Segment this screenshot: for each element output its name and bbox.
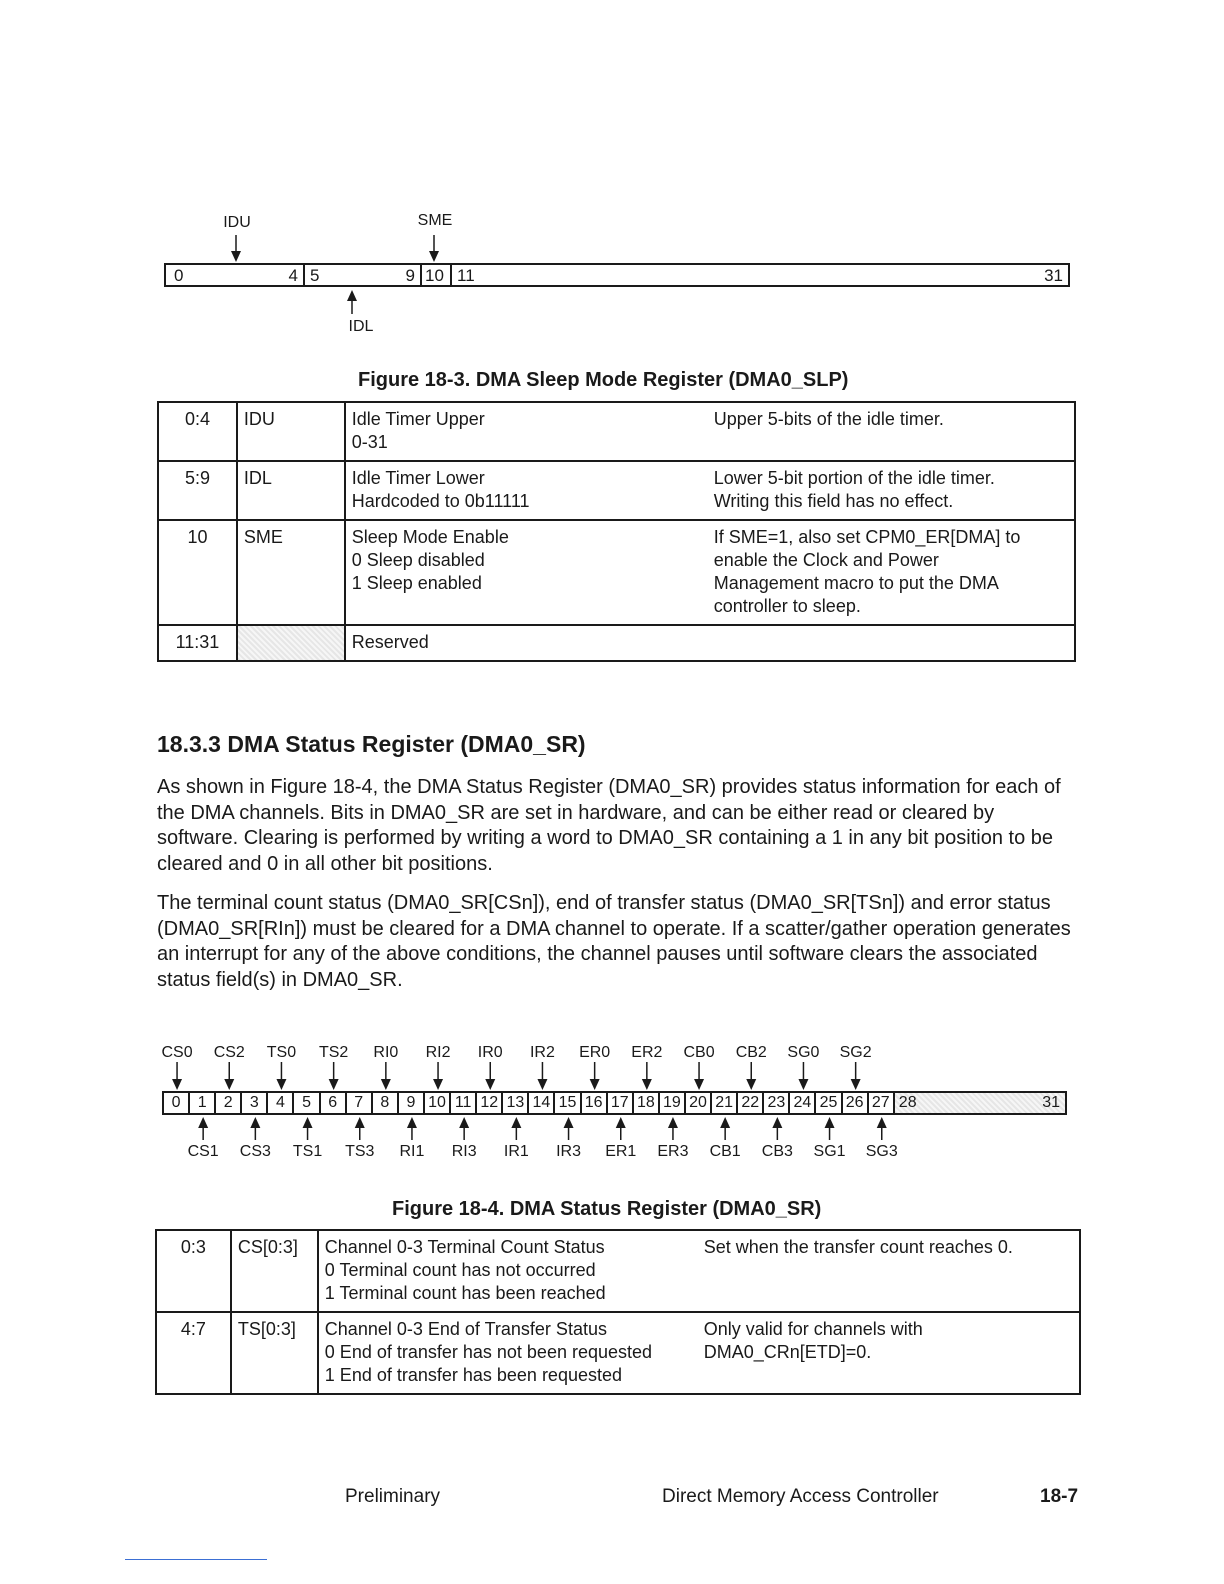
fig4-label-ts1: TS1	[292, 1143, 323, 1160]
fig4-bit-cell: 2	[216, 1093, 242, 1113]
arrow-up-icon	[772, 1117, 782, 1128]
fig4-label-cb3: CB3	[761, 1143, 793, 1160]
fig4-bit-cell: 14	[529, 1093, 555, 1113]
arrow-down-icon	[381, 1079, 391, 1090]
fig4-label-er3: ER3	[657, 1143, 689, 1160]
arrow-up-icon	[616, 1117, 626, 1128]
table-row: 0:3 CS[0:3] Channel 0-3 Terminal Count Status 0 Terminal count has not occurred 1 Terminal count has been reached Set when the transfer count reaches 0.	[156, 1230, 1080, 1312]
fig4-label-ir3: IR3	[556, 1143, 581, 1160]
fig4-label-sg1: SG1	[813, 1143, 846, 1160]
fig4-bit-cell: 21	[712, 1093, 738, 1113]
arrow-down-icon	[798, 1079, 808, 1090]
fig4-label-ts3: TS3	[345, 1143, 375, 1160]
arrow-up-icon	[720, 1117, 730, 1128]
table-row: 4:7 TS[0:3] Channel 0-3 End of Transfer Status 0 End of transfer has not been requested 1 End of transfer has been requested Only valid for channels with DMA0_CRn[ETD]=0.	[156, 1312, 1080, 1394]
table-row: 10 SME Sleep Mode Enable 0 Sleep disabled 1 Sleep enabled If SME=1, also set CPM0_ER[DMA] to enable the Clock and Power Management macro to put the DMA controller to sleep.	[158, 520, 1075, 625]
fig4-label-sg2: SG2	[839, 1044, 872, 1061]
arrow-up-icon	[355, 1117, 365, 1128]
fig4-bit-cell: 19	[660, 1093, 686, 1113]
footer-rule	[125, 1559, 267, 1560]
fig3-caption: Figure 18-3. DMA Sleep Mode Register (DMA0_SLP)	[358, 369, 849, 391]
table-row: 5:9 IDL Idle Timer Lower Hardcoded to 0b11111 Lower 5-bit portion of the idle timer. Writing this field has no effect.	[158, 461, 1075, 520]
fig4-bit-cell: 5	[295, 1093, 321, 1113]
fig4-bit-cell: 0	[164, 1093, 190, 1113]
fig4-bit-cell: 8	[373, 1093, 399, 1113]
fig3-label-sme: SME	[417, 212, 453, 229]
table-row: 11:31 Reserved	[158, 625, 1075, 661]
fig4-label-sg0: SG0	[787, 1044, 820, 1061]
arrow-down-icon	[433, 1079, 443, 1090]
arrow-up-icon	[198, 1117, 208, 1128]
arrow-up-icon	[459, 1117, 469, 1128]
fig4-label-sg3: SG3	[865, 1143, 898, 1160]
section-heading: 18.3.3 DMA Status Register (DMA0_SR)	[157, 731, 586, 757]
fig4-bit-cell: 6	[321, 1093, 347, 1113]
fig4-bit-cell: 17	[608, 1093, 634, 1113]
fig4-label-ri2: RI2	[425, 1044, 451, 1061]
fig4-bit-cell: 15	[556, 1093, 582, 1113]
fig4-label-cb1: CB1	[709, 1143, 741, 1160]
arrow-down-icon	[224, 1079, 234, 1090]
table-row: 0:4 IDU Idle Timer Upper 0-31 Upper 5-bits of the idle timer.	[158, 402, 1075, 461]
arrow-up-icon	[668, 1117, 678, 1128]
fig4-label-ir0: IR0	[477, 1044, 503, 1061]
fig4-label-cs0: CS0	[161, 1044, 193, 1061]
footer-center: Direct Memory Access Controller	[662, 1486, 939, 1507]
arrow-up-icon	[825, 1117, 835, 1128]
arrow-down-icon	[642, 1079, 652, 1090]
fig4-label-cs1: CS1	[187, 1143, 219, 1160]
fig3-field-reserved: 11 31	[457, 266, 1063, 285]
arrow-up-icon	[877, 1117, 887, 1128]
arrow-down-icon	[329, 1079, 339, 1090]
fig4-label-er1: ER1	[605, 1143, 637, 1160]
fig4-label-cb0: CB0	[683, 1044, 715, 1061]
fig4-label-ts2: TS2	[318, 1044, 349, 1061]
fig4-label-cb2: CB2	[735, 1044, 767, 1061]
fig4-bit-cell: 3	[242, 1093, 268, 1113]
arrow-down-icon	[694, 1079, 704, 1090]
fig4-bit-cell: 25	[817, 1093, 843, 1113]
fig3-field-idl: 5 9	[305, 265, 422, 285]
fig4-bit-cell: 9	[399, 1093, 425, 1113]
fig4-bit-cell: 23	[764, 1093, 790, 1113]
fig4-bit-cell: 11	[451, 1093, 477, 1113]
fig4-field-table	[155, 1229, 1081, 1395]
section-paragraph-2: The terminal count status (DMA0_SR[CSn]), end of transfer status (DMA0_SR[TSn]) and error status (DMA0_SR[RIn]) must be cleared for a DMA channel to operate. If a scatter/gather operation generates an interrupt for any of the above conditions, the channel pauses until software clears the associated status field(s) in DMA0_SR.	[157, 892, 1071, 991]
fig4-bit-cell: 18	[634, 1093, 660, 1113]
fig4-label-er0: ER0	[579, 1044, 611, 1061]
fig4-label-ir2: IR2	[529, 1044, 555, 1061]
section-paragraph-1: As shown in Figure 18-4, the DMA Status Register (DMA0_SR) provides status information for each of the DMA channels. Bits in DMA0_SR are set in hardware, and can be either read or cleared by software. Clearing is performed by writing a word to DMA0_SR containing a 1 in any bit position to be cleared and 0 in all other bit positions.	[157, 776, 1061, 875]
fig4-bit-cell: 12	[477, 1093, 503, 1113]
arrow-up-icon	[511, 1117, 521, 1128]
fig3-field-idu: 0 4	[166, 265, 305, 285]
fig4-bit-cell: 24	[790, 1093, 816, 1113]
fig4-bit-cell: 22	[738, 1093, 764, 1113]
arrow-down-icon	[537, 1079, 547, 1090]
arrow-down-icon	[746, 1079, 756, 1090]
fig4-field-reserved: 28 31	[895, 1093, 1065, 1113]
fig4-bit-cell: 10	[425, 1093, 451, 1113]
arrow-down-icon	[851, 1079, 861, 1090]
fig4-bit-cell: 13	[503, 1093, 529, 1113]
fig4-label-ts0: TS0	[266, 1044, 297, 1061]
arrow-up-icon	[250, 1117, 260, 1128]
footer-left: Preliminary	[345, 1486, 441, 1507]
fig4-bit-cell: 16	[582, 1093, 608, 1113]
fig4-bit-cell: 4	[268, 1093, 294, 1113]
fig4-bit-cell: 1	[190, 1093, 216, 1113]
arrow-down-icon	[276, 1079, 286, 1090]
arrow-down-icon	[172, 1079, 182, 1090]
fig4-label-er2: ER2	[631, 1044, 663, 1061]
fig4-bit-cell: 27	[869, 1093, 895, 1113]
fig3-field-sme: 10	[422, 265, 452, 285]
fig4-label-cs2: CS2	[213, 1044, 245, 1061]
fig4-label-ri3: RI3	[451, 1143, 477, 1160]
arrow-down-icon	[485, 1079, 495, 1090]
arrow-down-icon	[590, 1079, 600, 1090]
fig4-bit-cell: 7	[347, 1093, 373, 1113]
fig4-label-ir1: IR1	[503, 1143, 529, 1160]
arrow-up-icon	[303, 1117, 313, 1128]
arrow-up-icon	[564, 1117, 574, 1128]
fig4-caption: Figure 18-4. DMA Status Register (DMA0_SR)	[392, 1198, 822, 1220]
fig4-register-bar	[162, 1091, 1067, 1115]
fig4-label-ri1: RI1	[399, 1143, 425, 1160]
page-number: 18-7	[1040, 1486, 1079, 1507]
fig3-label-idu: IDU	[223, 214, 251, 231]
fig4-bit-cell: 20	[686, 1093, 712, 1113]
fig4-label-cs3: CS3	[239, 1143, 271, 1160]
fig4-bit-cell: 26	[843, 1093, 869, 1113]
arrow-up-icon	[407, 1117, 417, 1128]
fig4-label-ri0: RI0	[373, 1044, 399, 1061]
fig3-label-idl: IDL	[348, 318, 374, 335]
